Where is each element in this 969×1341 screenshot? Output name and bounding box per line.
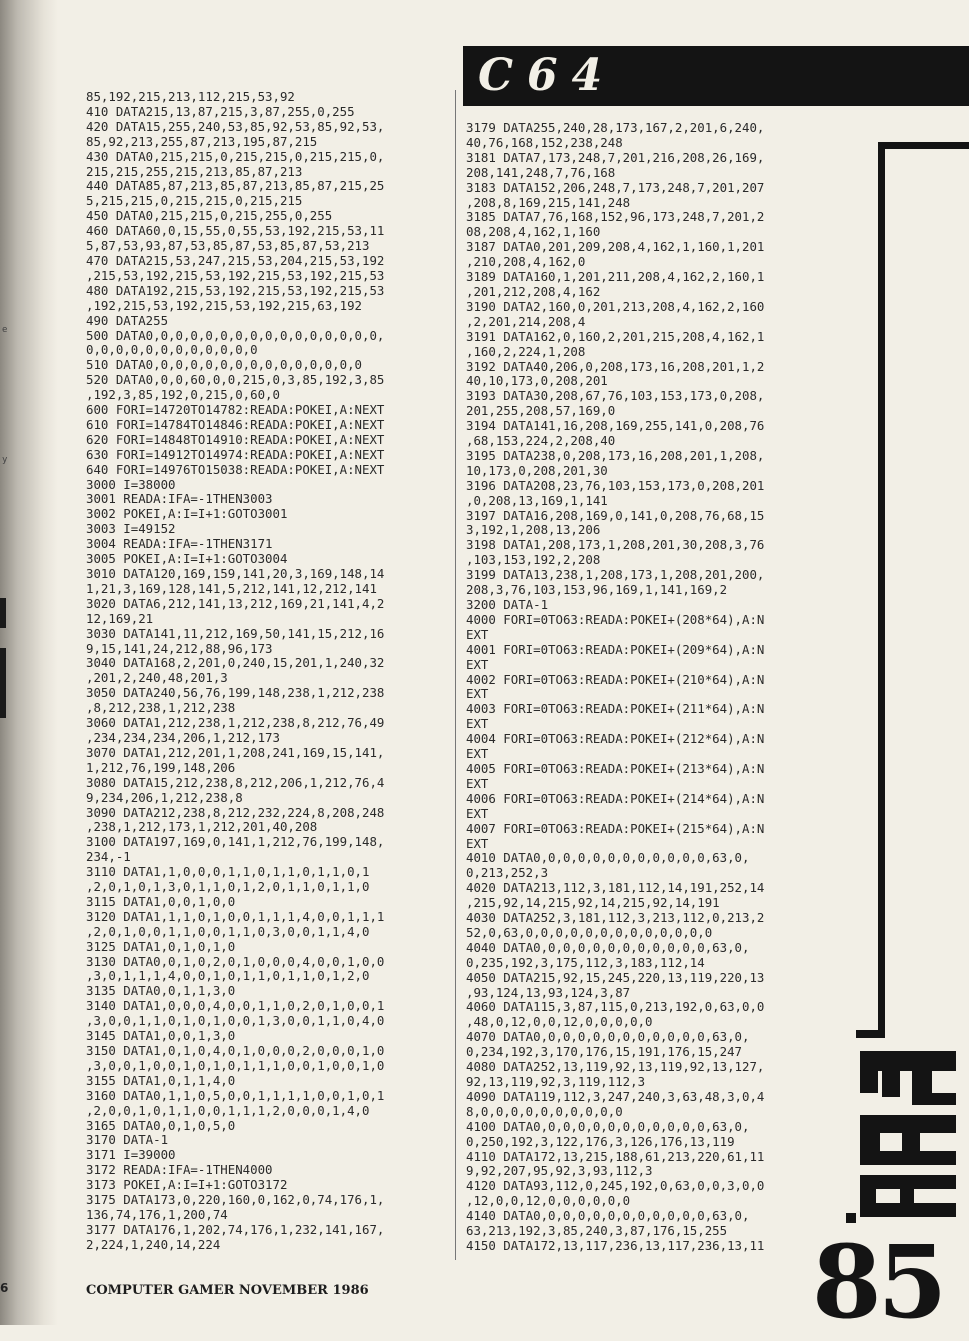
listing-line: 3196 DATA208,23,76,103,153,173,0,208,201	[466, 477, 765, 493]
listing-line: 3070 DATA1,212,201,1,208,241,169,15,141,	[86, 744, 385, 760]
listing-line: 4030 DATA252,3,181,112,3,213,112,0,213,2	[466, 910, 765, 926]
listing-line: 4000 FORI=0TO63:READA:POKEI+(208*64),A:N	[466, 611, 765, 627]
listing-line: 234,-1	[86, 849, 131, 865]
listing-line: ,201,212,208,4,162	[466, 283, 601, 299]
listing-line: 480 DATA192,215,53,192,215,53,192,215,53	[86, 282, 385, 298]
listing-line: 3003 I=49152	[86, 521, 176, 537]
listing-line: 4120 DATA93,112,0,245,192,0,63,0,0,3,0,0	[466, 1178, 765, 1194]
listing-line: 3110 DATA1,1,0,0,0,1,1,0,1,1,0,1,1,0,1	[86, 864, 370, 880]
listing-line: 4010 DATA0,0,0,0,0,0,0,0,0,0,0,0,63,0,	[466, 850, 750, 866]
listing-line: 3175 DATA173,0,220,160,0,162,0,74,176,1,	[86, 1192, 385, 1208]
listing-line: 92,13,119,92,3,119,112,3	[466, 1074, 646, 1089]
listing-line: ,234,234,234,206,1,212,173	[86, 729, 280, 745]
listing-line: 4050 DATA215,92,15,245,220,13,119,220,13	[466, 969, 765, 985]
listing-line: 8,0,0,0,0,0,0,0,0,0,0	[466, 1103, 623, 1119]
listing-line: 3130 DATA0,0,1,0,2,0,1,0,0,0,4,0,0,1,0,0	[86, 953, 385, 969]
listing-line: 0,234,192,3,170,176,15,191,176,15,247	[466, 1044, 743, 1060]
listing-line: 4004 FORI=0TO63:READA:POKEI+(212*64),A:N	[466, 731, 765, 747]
listing-line: 410 DATA215,13,87,215,3,87,255,0,255	[86, 103, 355, 119]
listing-line: EXT	[466, 775, 489, 791]
listing-line: 600 FORI=14720TO14782:READA:POKEI,A:NEXT	[86, 402, 385, 418]
listing-line: 3135 DATA0,0,1,1,3,0	[86, 983, 236, 999]
ram-frame-cap	[856, 1030, 885, 1038]
listing-line: 52,0,63,0,0,0,0,0,0,0,0,0,0,0,0,0	[466, 924, 713, 940]
listing-line: 4007 FORI=0TO63:READA:POKEI+(215*64),A:N	[466, 820, 765, 836]
listing-line: 3200 DATA-1	[466, 597, 549, 612]
listing-line: 40,76,168,152,238,248	[466, 134, 623, 150]
listing-line: ,12,0,0,12,0,0,0,0,0,0	[466, 1193, 631, 1209]
listing-line: 63,213,192,3,85,240,3,87,176,15,255	[466, 1223, 728, 1239]
listing-line: 12,169,21	[86, 610, 154, 626]
listing-line: 3165 DATA0,0,1,0,5,0	[86, 1117, 236, 1133]
listing-line: ,68,153,224,2,208,40	[466, 433, 616, 449]
listing-line: 3020 DATA6,212,141,13,212,169,21,141,4,2	[86, 595, 385, 611]
gutter-mark: e	[2, 325, 8, 335]
listing-line: 620 FORI=14848TO14910:READA:POKEI,A:NEXT	[86, 431, 385, 447]
listing-line: 3000 I=38000	[86, 476, 176, 492]
listing-line: ,208,8,169,215,141,248	[466, 194, 631, 210]
section-banner-title: C64	[478, 50, 617, 101]
listing-line: 470 DATA215,53,247,215,53,204,215,53,192	[86, 252, 385, 268]
listing-line: 215,215,255,215,213,85,87,213	[86, 163, 303, 179]
listing-line: 3198 DATA1,208,173,1,208,201,30,208,3,76	[466, 537, 765, 553]
listing-line: 9,92,207,95,92,3,93,112,3	[466, 1163, 653, 1179]
listing-line: 3080 DATA15,212,238,8,212,206,1,212,76,4	[86, 774, 385, 790]
listing-line: 3001 READA:IFA=-1THEN3003	[86, 491, 273, 507]
listing-line: ,2,0,1,0,0,1,1,0,0,1,1,0,3,0,0,1,1,4,0	[86, 923, 370, 939]
listing-line: 3120 DATA1,1,1,0,1,0,0,1,1,1,4,0,0,1,1,1	[86, 908, 385, 924]
listing-line: ,8,212,238,1,212,238	[86, 700, 236, 716]
listing-line: 510 DATA0,0,0,0,0,0,0,0,0,0,0,0,0,0,0	[86, 357, 363, 373]
listing-line: 640 FORI=14976TO15038:READA:POKEI,A:NEXT	[86, 461, 385, 477]
listing-line: EXT	[466, 835, 489, 851]
listing-line: 520 DATA0,0,0,60,0,0,215,0,3,85,192,3,85	[86, 372, 385, 388]
page-binding-shadow	[0, 0, 58, 1325]
listing-line: 3185 DATA7,76,168,152,96,173,248,7,201,2	[466, 209, 765, 225]
listing-line: ,103,153,192,2,208	[466, 552, 601, 568]
listing-line: 3140 DATA1,0,0,0,4,0,0,1,1,0,2,0,1,0,0,1	[86, 998, 385, 1014]
ram-logo	[842, 1045, 964, 1225]
listing-line: 4150 DATA172,13,117,236,13,117,236,13,11	[466, 1237, 765, 1253]
listing-line: 3115 DATA1,0,0,1,0,0	[86, 893, 236, 909]
listing-line: ,48,0,12,0,0,12,0,0,0,0,0	[466, 1014, 653, 1030]
listing-line: 4090 DATA119,112,3,247,240,3,63,48,3,0,4	[466, 1088, 765, 1104]
listing-line: 3190 DATA2,160,0,201,213,208,4,162,2,160	[466, 298, 765, 314]
listing-line: EXT	[466, 805, 489, 821]
listing-line: 4001 FORI=0TO63:READA:POKEI+(209*64),A:N	[466, 641, 765, 657]
listing-line: EXT	[466, 656, 489, 672]
listing-line: 4110 DATA172,13,215,188,61,213,220,61,11	[466, 1148, 765, 1164]
listing-line: 4005 FORI=0TO63:READA:POKEI+(213*64),A:N	[466, 760, 765, 776]
listing-line: 3002 POKEI,A:I=I+1:GOTO3001	[86, 506, 288, 522]
listing-line: 3145 DATA1,0,0,1,3,0	[86, 1028, 236, 1044]
binding-mark	[0, 598, 6, 628]
listing-line: ,160,2,224,1,208	[466, 343, 586, 359]
listing-line: 2,224,1,240,14,224	[86, 1236, 221, 1252]
listing-line: 3181 DATA7,173,248,7,201,216,208,26,169,	[466, 149, 765, 165]
listing-line: ,201,2,240,48,201,3	[86, 670, 228, 686]
listing-line: 201,255,208,57,169,0	[466, 403, 616, 419]
ram-frame-top	[878, 142, 969, 149]
listing-line: 4003 FORI=0TO63:READA:POKEI+(211*64),A:N	[466, 701, 765, 717]
listing-line: 4060 DATA115,3,87,115,0,213,192,0,63,0,0	[466, 999, 765, 1015]
listing-line: 1,212,76,199,148,206	[86, 759, 236, 775]
listing-line: 136,74,176,1,200,74	[86, 1206, 228, 1222]
listing-line: 3173 POKEI,A:I=I+1:GOTO3172	[86, 1177, 288, 1193]
listing-line: 208,141,248,7,76,168	[466, 164, 616, 180]
listing-line: 3155 DATA1,0,1,1,4,0	[86, 1072, 236, 1088]
listing-line: 4020 DATA213,112,3,181,112,14,191,252,14	[466, 880, 765, 896]
listing-line: 500 DATA0,0,0,0,0,0,0,0,0,0,0,0,0,0,0,0,	[86, 327, 385, 343]
listing-line: 85,192,215,213,112,215,53,92	[86, 89, 295, 104]
listing-line: 490 DATA255	[86, 312, 169, 328]
listing-line: 3177 DATA176,1,202,74,176,1,232,141,167,	[86, 1221, 385, 1237]
listing-line: 610 FORI=14784TO14846:READA:POKEI,A:NEXT	[86, 416, 385, 432]
listing-line: 3171 I=39000	[86, 1147, 176, 1163]
listing-line: ,2,0,0,1,0,1,1,0,0,1,1,1,2,0,0,0,1,4,0	[86, 1102, 370, 1118]
listing-line: ,215,92,14,215,92,14,215,92,14,191	[466, 895, 720, 911]
listing-line: 5,87,53,93,87,53,85,87,53,85,87,53,213	[86, 238, 370, 254]
listing-line: 3187 DATA0,201,209,208,4,162,1,160,1,201	[466, 239, 765, 255]
binding-mark	[0, 648, 6, 718]
listing-line: 3030 DATA141,11,212,169,50,141,15,212,16	[86, 625, 385, 641]
listing-line: 3189 DATA160,1,201,211,208,4,162,2,160,1	[466, 269, 765, 285]
listing-line: ,2,0,1,0,1,3,0,1,1,0,1,2,0,1,1,0,1,1,0	[86, 879, 370, 895]
listing-line: 3160 DATA0,1,1,0,5,0,0,1,1,1,1,0,0,1,0,1	[86, 1087, 385, 1103]
listing-line: ,210,208,4,162,0	[466, 254, 586, 270]
listing-line: 3,192,1,208,13,206	[466, 522, 601, 538]
listing-line: EXT	[466, 626, 489, 642]
footer-credit: COMPUTER GAMER NOVEMBER 1986	[86, 1283, 369, 1298]
listing-line: 3170 DATA-1	[86, 1132, 169, 1148]
listing-line: ,238,1,212,173,1,212,201,40,208	[86, 819, 318, 835]
listing-line: 3004 READA:IFA=-1THEN3171	[86, 536, 273, 552]
listing-line: 85,92,213,255,87,213,195,87,215	[86, 133, 318, 149]
listing-line: 4140 DATA0,0,0,0,0,0,0,0,0,0,0,0,63,0,	[466, 1208, 750, 1224]
listing-line: 3197 DATA16,208,169,0,141,0,208,76,68,15	[466, 507, 765, 523]
listing-line: 3194 DATA141,16,208,169,255,141,0,208,76	[466, 418, 765, 434]
listing-line: 3199 DATA13,238,1,208,173,1,208,201,200,	[466, 567, 765, 583]
listing-line: 4040 DATA0,0,0,0,0,0,0,0,0,0,0,0,63,0,	[466, 939, 750, 955]
listing-line: EXT	[466, 746, 489, 762]
listing-line: 4070 DATA0,0,0,0,0,0,0,0,0,0,0,0,63,0,	[466, 1029, 750, 1045]
listing-line: EXT	[466, 686, 489, 702]
listing-line: ,192,215,53,192,215,53,192,215,63,192	[86, 297, 363, 313]
listing-line: 4002 FORI=0TO63:READA:POKEI+(210*64),A:N	[466, 671, 765, 687]
listing-left-column	[86, 90, 384, 1253]
listing-line: 3125 DATA1,0,1,0,1,0	[86, 938, 236, 954]
listing-line: 3010 DATA120,169,159,141,20,3,169,148,14	[86, 566, 385, 581]
listing-line: ,215,53,192,215,53,192,215,53,192,215,53	[86, 267, 385, 283]
listing-line: 3191 DATA162,0,160,2,201,215,208,4,162,1	[466, 328, 765, 344]
listing-line: 3195 DATA238,0,208,173,16,208,201,1,208,	[466, 447, 765, 463]
listing-line: 3090 DATA212,238,8,212,232,224,8,208,248	[86, 804, 385, 820]
ram-frame-side	[878, 142, 885, 1030]
listing-line: 440 DATA85,87,213,85,87,213,85,87,215,25	[86, 178, 385, 194]
listing-line: 4100 DATA0,0,0,0,0,0,0,0,0,0,0,0,63,0,	[466, 1118, 750, 1134]
listing-line: 0,250,192,3,122,176,3,126,176,13,119	[466, 1133, 735, 1149]
listing-line: 9,15,141,24,212,88,96,173	[86, 640, 273, 656]
listing-line: 3172 READA:IFA=-1THEN4000	[86, 1162, 273, 1178]
listing-right-column	[466, 121, 764, 1254]
listing-line: 4006 FORI=0TO63:READA:POKEI+(214*64),A:N	[466, 790, 765, 806]
listing-line: 460 DATA60,0,15,55,0,55,53,192,215,53,11	[86, 223, 385, 239]
column-divider	[455, 90, 456, 1260]
listing-line: 08,208,4,162,1,160	[466, 224, 601, 240]
listing-line: 5,215,215,0,215,215,0,215,215	[86, 193, 303, 209]
listing-line: 3193 DATA30,208,67,76,103,153,173,0,208,	[466, 388, 765, 404]
listing-line: ,3,0,0,1,0,0,1,0,1,0,1,1,1,0,0,1,0,0,1,0	[86, 1057, 385, 1073]
page-number: 85	[812, 1223, 944, 1341]
listing-line: 3183 DATA152,206,248,7,173,248,7,201,207	[466, 179, 765, 195]
listing-line: ,192,3,85,192,0,215,0,60,0	[86, 387, 280, 403]
listing-line: 3060 DATA1,212,238,1,212,238,8,212,76,49	[86, 715, 385, 731]
listing-line: 1,21,3,169,128,141,5,212,141,12,212,141	[86, 580, 377, 596]
listing-line: 430 DATA0,215,215,0,215,215,0,215,215,0,	[86, 148, 385, 164]
listing-line: 0,0,0,0,0,0,0,0,0,0,0,0	[86, 342, 258, 358]
listing-line: ,0,208,13,169,1,141	[466, 492, 608, 508]
listing-line: 3100 DATA197,169,0,141,1,212,76,199,148,	[86, 834, 385, 850]
listing-line: ,2,201,214,208,4	[466, 313, 586, 329]
listing-line: 40,10,173,0,208,201	[466, 373, 608, 389]
listing-line: 0,235,192,3,175,112,3,183,112,14	[466, 954, 705, 970]
listing-line: 3005 POKEI,A:I=I+1:GOTO3004	[86, 551, 288, 567]
listing-line: 630 FORI=14912TO14974:READA:POKEI,A:NEXT	[86, 446, 385, 462]
listing-line: ,3,0,0,1,1,0,1,0,1,0,0,1,3,0,0,1,1,0,4,0	[86, 1013, 385, 1029]
listing-line: 0,213,252,3	[466, 865, 549, 881]
listing-line: 3179 DATA255,240,28,173,167,2,201,6,240,	[466, 120, 765, 135]
listing-line: 450 DATA0,215,215,0,215,255,0,255	[86, 208, 333, 224]
listing-line: ,3,0,1,1,1,4,0,0,1,0,1,1,0,1,1,0,1,2,0	[86, 968, 370, 984]
listing-line: EXT	[466, 716, 489, 732]
listing-line: 420 DATA15,255,240,53,85,92,53,85,92,53,	[86, 118, 385, 134]
listing-line: 3050 DATA240,56,76,199,148,238,1,212,238	[86, 685, 385, 701]
listing-line: 3150 DATA1,0,1,0,4,0,1,0,0,0,2,0,0,0,1,0	[86, 1043, 385, 1058]
listing-line: 9,234,206,1,212,238,8	[86, 789, 243, 805]
gutter-mark: y	[2, 455, 8, 465]
listing-line: 10,173,0,208,201,30	[466, 462, 608, 478]
left-page-number: 6	[0, 1281, 9, 1295]
listing-line: 3192 DATA40,206,0,208,173,16,208,201,1,2	[466, 358, 765, 374]
listing-line: 4080 DATA252,13,119,92,13,119,92,13,127,	[466, 1059, 765, 1075]
listing-line: 208,3,76,103,153,96,169,1,141,169,2	[466, 582, 728, 598]
listing-line: ,93,124,13,93,124,3,87	[466, 984, 631, 1000]
listing-line: 3040 DATA168,2,201,0,240,15,201,1,240,32	[86, 655, 385, 671]
